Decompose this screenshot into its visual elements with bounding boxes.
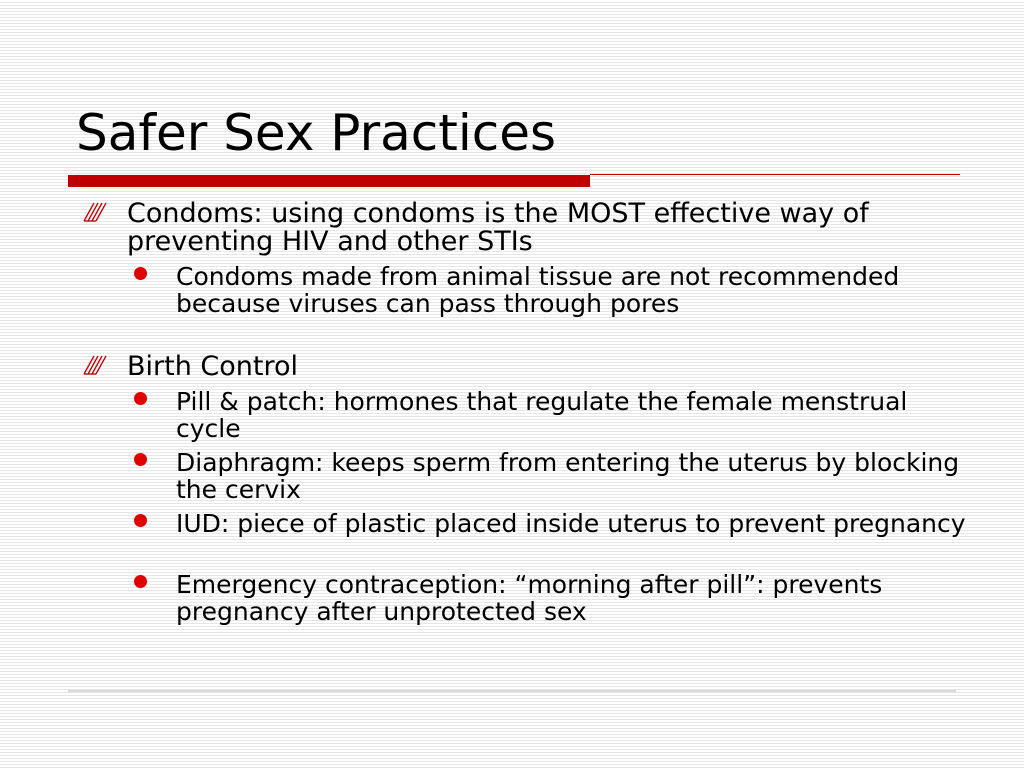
slide-title: Safer Sex Practices	[76, 104, 557, 162]
striped-parallelogram-icon	[81, 200, 107, 222]
footer-divider	[68, 690, 956, 692]
red-dot-icon	[134, 392, 147, 405]
sub-bullet-animal-tissue: Condoms made from animal tissue are not recommended because viruses can pass through pores	[176, 262, 900, 318]
sub-bullet-iud: IUD: piece of plastic placed inside uterus to prevent pregnancy	[176, 509, 966, 538]
red-dot-icon	[134, 453, 147, 466]
sub-bullet-diaphragm: Diaphragm: keeps sperm from entering the uterus by blocking the cervix	[176, 448, 960, 504]
bullet-birth-control: Birth Control	[127, 351, 299, 382]
bullet-condoms: Condoms: using condoms is the MOST effective way of preventing HIV and other STIs	[127, 198, 869, 257]
sub-bullet-pill-patch: Pill & patch: hormones that regulate the female menstrual cycle	[176, 387, 908, 443]
sub-bullet-emergency-contraception: Emergency contraception: “morning after pill”: prevents pregnancy after unprotected sex	[176, 570, 883, 626]
red-dot-icon	[134, 514, 147, 527]
striped-parallelogram-icon	[81, 353, 107, 375]
red-dot-icon	[134, 267, 147, 280]
red-dot-icon	[134, 575, 147, 588]
